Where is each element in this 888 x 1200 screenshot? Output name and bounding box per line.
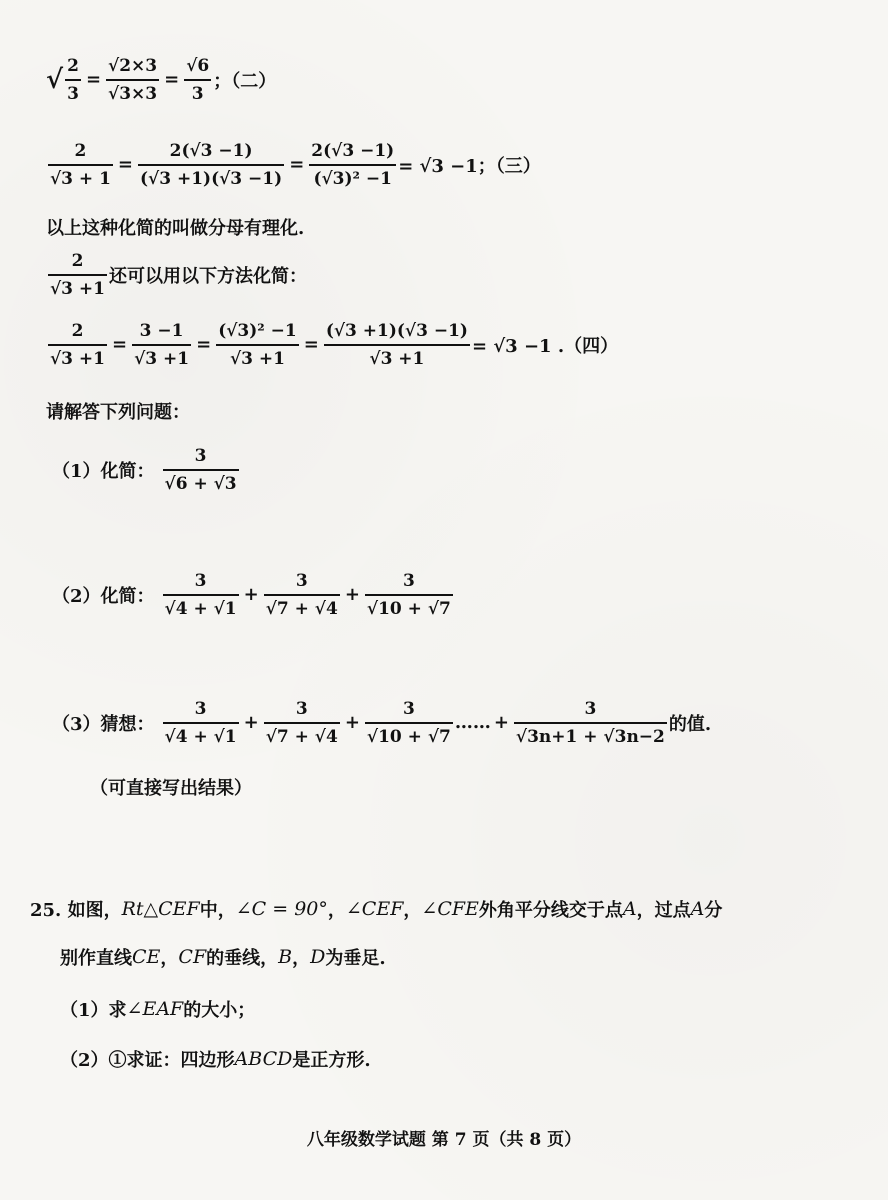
- numerator: 2: [71, 251, 84, 271]
- denominator: 3: [191, 83, 204, 104]
- question-label: （2）化简：: [52, 585, 155, 607]
- problem-25-sub1: [60, 996, 255, 1022]
- page-footer: 八年级数学试题 第 7 页（共 8 页）: [306, 1130, 582, 1150]
- sqrt-sign: √: [46, 64, 64, 95]
- numerator: 3 −1: [139, 321, 184, 341]
- math-expr: Rt△CEF: [121, 898, 200, 920]
- fraction: [106, 55, 159, 105]
- fraction: [264, 570, 340, 620]
- problem-25-line1: [30, 896, 722, 922]
- q3-note: （可直接写出结果）: [90, 778, 252, 799]
- numerator: 3: [194, 446, 207, 466]
- denominator: √3 +1: [369, 348, 425, 369]
- numerator: 2(√3 −1): [169, 141, 253, 161]
- text: 为垂足.: [325, 948, 386, 969]
- math-expr: B: [278, 946, 293, 968]
- text: 别作直线: [60, 948, 132, 969]
- fraction: [184, 55, 211, 105]
- question-3: （3）猜想： $\frac{3}{√4 + √1}$ + $\frac{3}{√7 + √4}$ + $\frac{3}{√10 + √7}$ …… + $\frac{3}{√3n+1 + √3n-2}$ 的值.: [52, 699, 712, 747]
- denominator: √3n+1 + √3n−2: [515, 726, 665, 747]
- denominator: (√3 +1)(√3 −1): [140, 168, 283, 189]
- question-label: （1）化简：: [52, 460, 155, 482]
- text: ，过点: [636, 900, 691, 921]
- numerator: (√3 +1)(√3 −1): [325, 321, 468, 341]
- fraction: [365, 570, 453, 620]
- denominator: √7 + √4: [265, 598, 338, 619]
- numerator: (√3)² −1: [218, 321, 297, 341]
- alt-method-text: 还可以用以下方法化简：: [109, 265, 307, 287]
- text: 的大小；: [183, 1000, 256, 1021]
- numerator: 3: [194, 571, 207, 591]
- text: 中，: [199, 900, 236, 921]
- prompt-text: 请解答下列问题：: [46, 402, 190, 423]
- question-label: （3）猜想：: [52, 713, 155, 735]
- fraction: [163, 445, 239, 495]
- fraction: [365, 698, 453, 748]
- fraction: [216, 320, 299, 370]
- fraction: [48, 320, 107, 370]
- text: （1）求: [60, 1000, 127, 1021]
- math-expr: ∠CEF: [345, 898, 404, 920]
- equation-result: = √3 −1 .（四）: [471, 335, 619, 357]
- numerator: 3: [295, 699, 308, 719]
- math-expr: CE: [132, 946, 161, 968]
- math-expr: A: [690, 898, 705, 920]
- text: 分: [704, 900, 723, 921]
- text: 外角平分线交于点: [478, 900, 623, 921]
- denominator: √10 + √7: [366, 598, 451, 619]
- math-expr: A: [622, 898, 637, 920]
- numerator: 2: [71, 321, 84, 341]
- denominator: √3×3: [108, 83, 158, 104]
- numerator: 2(√3 −1): [311, 141, 395, 161]
- denominator: √3 +1: [50, 348, 105, 369]
- equation-tag: ；（二）: [213, 70, 277, 92]
- fraction: [309, 140, 396, 190]
- numerator: 3: [402, 571, 415, 591]
- fraction: [163, 570, 239, 620]
- question-1: [52, 445, 241, 495]
- numerator: 2: [74, 141, 87, 161]
- denominator: √3 +1: [229, 348, 285, 369]
- numerator: 3: [295, 571, 308, 591]
- question-tail: 的值.: [668, 713, 712, 735]
- numerator: 3: [584, 699, 597, 719]
- math-expr: ABCD: [234, 1048, 293, 1070]
- equation-three: $\frac{2}{√3 + 1}$ = $\frac{2(√3 -1)}{(√3 +1)(√3 -1)}$ = $\frac{2(√3 -1)}{\text{(√3)² −1}}$ = √3 −1；（三）: [50, 141, 541, 189]
- fraction: [65, 55, 81, 105]
- question-2: （2）化简： $\frac{3}{√4 + √1}$ + $\frac{3}{√7 + √4}$ + $\frac{3}{√10 + √7}$: [52, 571, 451, 619]
- math-expr: ∠EAF: [126, 998, 184, 1020]
- text: 是正方形.: [292, 1050, 371, 1071]
- problem-25-sub2: [60, 1046, 371, 1072]
- fraction: [48, 140, 113, 190]
- fraction: [138, 140, 284, 190]
- math-expr: CF: [178, 946, 207, 968]
- denominator: √7 + √4: [265, 726, 338, 747]
- text: ，: [160, 948, 179, 969]
- denominator: 3: [67, 83, 79, 104]
- equation-result: = √3 −1；（三）: [398, 155, 541, 177]
- text: （2）①求证：四边形: [60, 1050, 235, 1071]
- numerator: 2: [67, 56, 79, 76]
- text: ，: [292, 948, 311, 969]
- text: 25. 如图，: [30, 900, 122, 921]
- fraction: [132, 320, 191, 370]
- text: ，: [327, 900, 346, 921]
- fraction: [48, 250, 107, 300]
- numerator: 3: [194, 699, 207, 719]
- denominator: (√3)² −1: [313, 168, 392, 189]
- math-expr: ∠CFE: [421, 898, 479, 920]
- equation-two: √ $\frac{2}{3}$ = $\frac{√2\times 3}{√3\times 3}$ = $\frac{√6}{3}$ ；（二）: [46, 56, 277, 104]
- problem-25-line2: [60, 944, 386, 970]
- math-expr: ∠C = 90°: [235, 898, 328, 920]
- denominator: √3 + 1: [50, 168, 111, 189]
- denominator: √3 +1: [134, 348, 190, 369]
- fraction: [163, 698, 239, 748]
- rationalize-text: 以上这种化简的叫做分母有理化.: [46, 218, 305, 239]
- fraction: [264, 698, 340, 748]
- denominator: √4 + √1: [164, 598, 237, 619]
- denominator: √10 + √7: [366, 726, 451, 747]
- fraction: [514, 698, 667, 748]
- numerator: √2×3: [108, 56, 158, 76]
- math-expr: D: [310, 946, 326, 968]
- denominator: √6 + √3: [164, 473, 237, 494]
- ellipsis: ……: [454, 712, 491, 734]
- numerator: 3: [402, 699, 415, 719]
- denominator: √3 +1: [50, 278, 105, 299]
- equation-four: $\frac{2}{√3 +1}$ = $\frac{3 -1}{√3 +1}$ = $\frac{\text{(√3)² −1}}{√3 +1}$ = $\frac{(√3 +1)(√3 -1)}{√3 +1}$ = √3 −1 .（四）: [50, 321, 619, 369]
- text: 的垂线，: [206, 948, 279, 969]
- numerator: √6: [186, 56, 210, 76]
- alt-method-line: [46, 250, 307, 300]
- denominator: √4 + √1: [164, 726, 237, 747]
- text: ，: [403, 900, 422, 921]
- fraction: [324, 320, 470, 370]
